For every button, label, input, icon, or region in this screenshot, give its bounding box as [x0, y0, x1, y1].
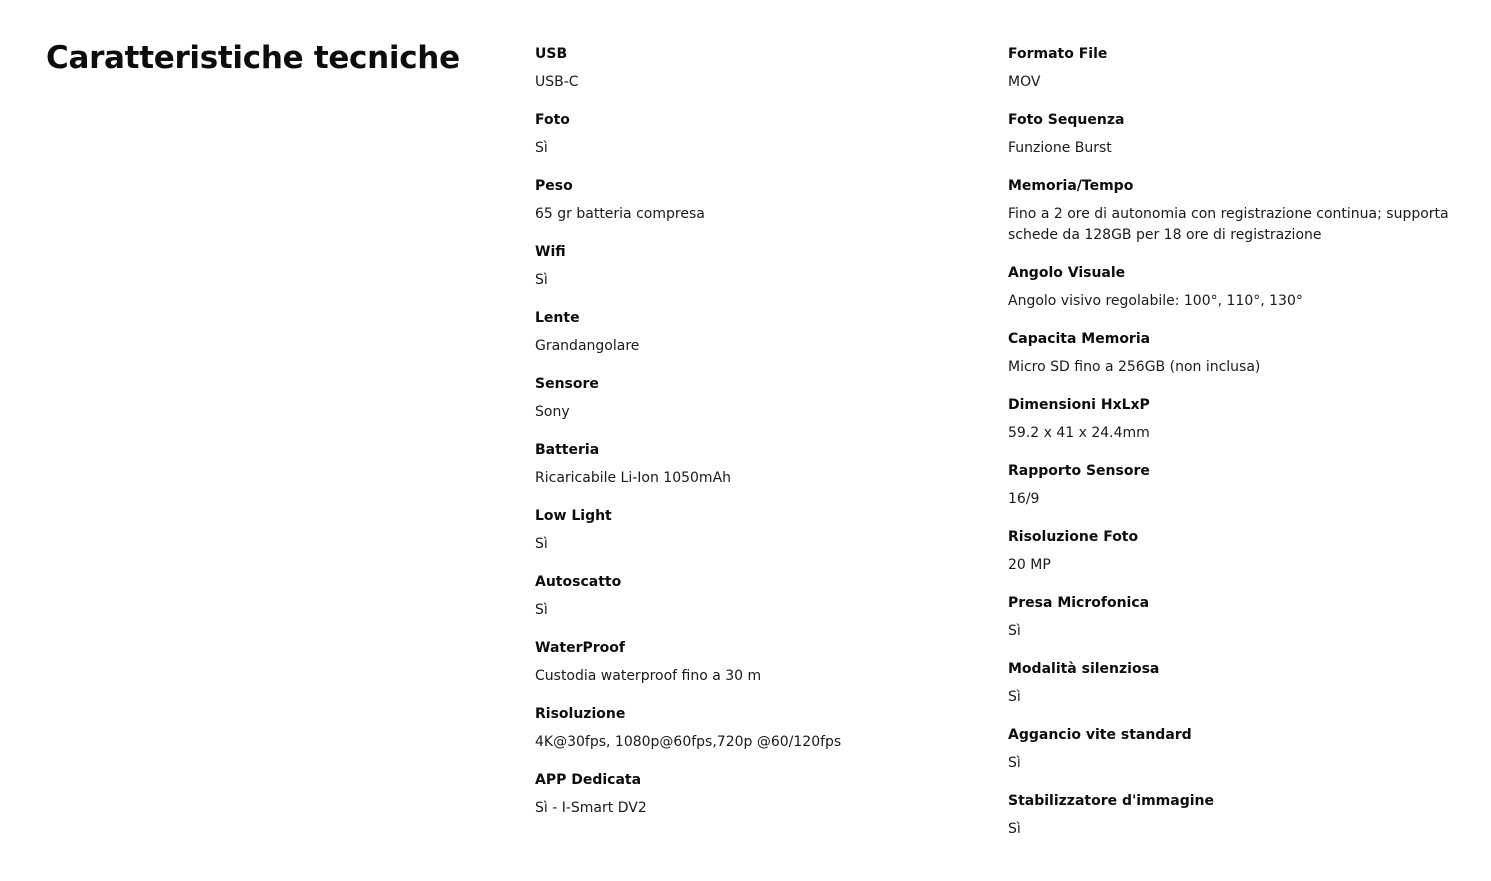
spec-item	[1008, 659, 1453, 708]
spec-item	[535, 44, 975, 93]
spec-value: 59.2 x 41 x 24.4mm	[1008, 425, 1150, 441]
spec-label: Risoluzione Foto	[1008, 529, 1139, 545]
spec-item	[1008, 527, 1453, 576]
spec-value: Sì	[1008, 755, 1021, 771]
spec-value: 65 gr batteria compresa	[535, 206, 705, 222]
spec-label: Modalità silenziosa	[1008, 661, 1160, 677]
spec-label: Peso	[535, 178, 573, 194]
spec-item	[535, 308, 975, 357]
spec-column-right	[1008, 44, 1453, 857]
spec-label: APP Dedicata	[535, 772, 642, 788]
spec-value: Funzione Burst	[1008, 140, 1112, 156]
spec-item	[1008, 725, 1453, 774]
spec-item	[1008, 44, 1453, 93]
spec-label: Wifi	[535, 244, 566, 260]
spec-label: USB	[535, 46, 568, 62]
spec-item	[535, 440, 975, 489]
spec-value: Ricaricabile Li-Ion 1050mAh	[535, 470, 732, 486]
spec-value: USB-C	[535, 74, 579, 90]
spec-value: Sì	[1008, 821, 1021, 837]
spec-label: Capacita Memoria	[1008, 331, 1151, 347]
spec-item	[1008, 329, 1453, 378]
spec-label: Batteria	[535, 442, 600, 458]
spec-column-left	[535, 44, 975, 836]
spec-label: Aggancio vite standard	[1008, 727, 1192, 743]
spec-item	[535, 770, 975, 819]
spec-item	[1008, 593, 1453, 642]
spec-value: 4K@30fps, 1080p@60fps,720p @60/120fps	[535, 734, 842, 750]
spec-label: Foto Sequenza	[1008, 112, 1125, 128]
spec-item	[1008, 461, 1453, 510]
spec-value: Sì	[535, 602, 548, 618]
spec-value: Grandangolare	[535, 338, 640, 354]
spec-value: MOV	[1008, 74, 1041, 90]
spec-value: Sì - I-Smart DV2	[535, 800, 647, 816]
spec-value: Sony	[535, 404, 570, 420]
spec-value: 16/9	[1008, 491, 1040, 507]
spec-label: Stabilizzatore d'immagine	[1008, 793, 1214, 809]
spec-item	[1008, 110, 1453, 159]
spec-label: Presa Microfonica	[1008, 595, 1150, 611]
spec-value: Sì	[1008, 623, 1021, 639]
spec-item	[535, 638, 975, 687]
spec-label: Sensore	[535, 376, 599, 392]
spec-label: Lente	[535, 310, 580, 326]
spec-value: 20 MP	[1008, 557, 1051, 573]
spec-item	[535, 374, 975, 423]
spec-label: Angolo Visuale	[1008, 265, 1126, 281]
spec-value: Micro SD fino a 256GB (non inclusa)	[1008, 359, 1261, 375]
spec-label: Formato File	[1008, 46, 1108, 62]
spec-item	[535, 572, 975, 621]
spec-item	[1008, 263, 1453, 312]
spec-label: Low Light	[535, 508, 612, 524]
spec-label: WaterProof	[535, 640, 625, 656]
spec-label: Dimensioni HxLxP	[1008, 397, 1150, 413]
spec-value: Sì	[535, 536, 548, 552]
spec-label: Memoria/Tempo	[1008, 178, 1134, 194]
spec-value: Custodia waterproof fino a 30 m	[535, 668, 762, 684]
spec-item	[535, 176, 975, 225]
spec-value: Sì	[535, 272, 548, 288]
spec-label: Rapporto Sensore	[1008, 463, 1150, 479]
spec-item	[1008, 395, 1453, 444]
page-title: Caratteristiche tecniche	[46, 40, 460, 76]
spec-item	[535, 242, 975, 291]
spec-label: Risoluzione	[535, 706, 626, 722]
spec-item	[535, 506, 975, 555]
spec-item	[1008, 176, 1453, 246]
spec-item	[535, 704, 975, 753]
spec-item	[1008, 791, 1453, 840]
spec-label: Foto	[535, 112, 570, 128]
spec-value: Sì	[535, 140, 548, 156]
spec-value: Fino a 2 ore di autonomia con registrazione continua; supporta schede da 128GB per 18 ore di registrazione	[1008, 206, 1449, 243]
spec-value: Sì	[1008, 689, 1021, 705]
spec-label: Autoscatto	[535, 574, 622, 590]
spec-item	[535, 110, 975, 159]
spec-value: Angolo visivo regolabile: 100°, 110°, 130°	[1008, 293, 1303, 309]
